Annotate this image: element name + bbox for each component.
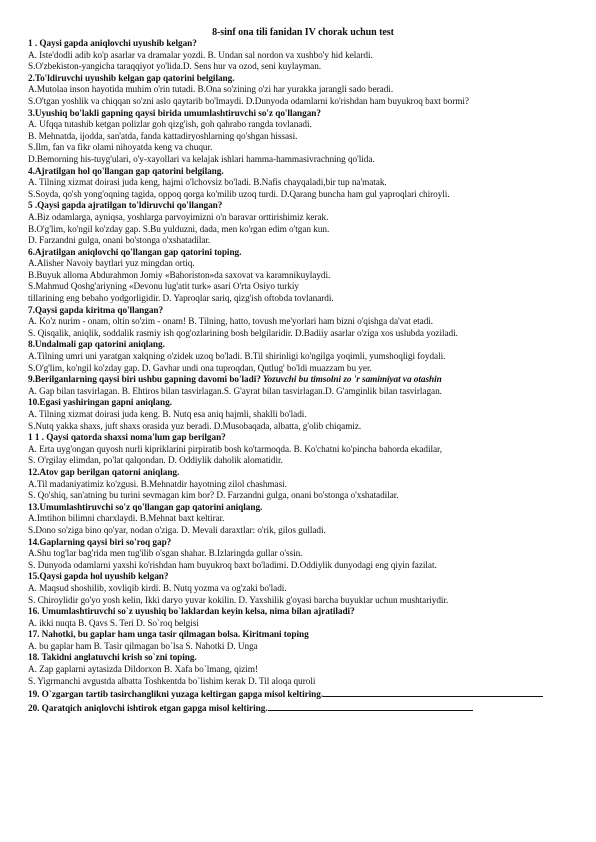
answer-line: S.Ilm, fan va fikr olami nihoyatda keng va chuqur.	[28, 143, 213, 154]
test-page	[28, 27, 578, 715]
answer-line: A. Zap gaplarni aytasizda Dildorxon B. Xafa bo`lmang, qizim!	[28, 665, 258, 676]
question-line: 12.Atov gap berilgan qatorni aniqlang.	[28, 467, 180, 478]
answer-line: S. Qisqalik, aniqlik, soddalik rasmiy ish qog'ozlarining bosh belgilaridir. D.Badiiy asarlar o'ziga xos uslubda yoziladi.	[28, 328, 458, 339]
answer-line: A. Erta uyg'ongan quyosh nurli kipriklarini pirpiratib bosh ko'tarmoqda. B. Ko'chatni ko'pincha bahorda ekadilar,	[28, 444, 442, 455]
answer-line: A. Maqsud shoshilib, xovliqib kirdi. B. Nutq yozma va og'zaki bo'ladi.	[28, 583, 287, 594]
answer-line: A.Tilning umri uni yaratgan xalqning o'zidek uzoq bo'ladi. B.Til shirinligi ko'ngilga yoqimli, yumshoqligi foydali.	[28, 352, 446, 363]
question-line: 4.Ajratilgan hol qo'llangan gap qatorini belgilang.	[28, 166, 224, 177]
question-line: 17. Nahotki, bu gaplar ham unga tasir qilmagan bolsa. Kiritmani toping	[28, 630, 309, 641]
answer-line: A.Shu tog'lar bag'rida men tug'ilib o'sgan shahar. B.Izlaringda gullar o'ssin.	[28, 549, 303, 560]
answer-line: A. Tilning xizmat doirasi juda keng, hajmi o'lchovsiz bo'ladi. B.Nafis chayqaladi,bir tup na'matak.	[28, 178, 387, 189]
answer-line: A. Tilning xizmat doirasi juda keng. B. Nutq esa aniq hajmli, shaklli bo'ladi.	[28, 410, 307, 420]
answer-blank[interactable]	[323, 688, 543, 697]
answer-line: D. Farzandni gulga, onani bo'stonga o'xshatadilar.	[28, 236, 211, 247]
answer-line: S.Mahmud Qoshg'ariyning «Devonu lug'atit turk» asari O'rta Osiyo turkiy	[28, 282, 299, 293]
question-line: 14.Gaplarning qaysi biri so'roq gap?	[28, 537, 172, 548]
question-text: 9.Berilganlarning qaysi biri ushbu gapning davomi bo'ladi?	[28, 375, 261, 386]
question-prompt-italic: Yozuvchi bu timsolni zo 'r samimiyat va otashin	[260, 375, 442, 386]
answer-line: S.Nutq yakka shaxs, juft shaxs orasida yuz beradi. D.Musobaqada, albatta, g'olib chiqamiz.	[28, 421, 362, 432]
answer-line: S. Qo'shiq, san'atning bu turini sevmagan kim bor? D. Farzandni gulga, onani bo'stonga o'xshatadilar.	[28, 491, 399, 502]
question-line: 7.Qaysi gapda kiritma qo'llangan?	[28, 305, 164, 316]
question-line: 8.Undalmali gap qatorini aniqlang.	[28, 340, 165, 351]
question-line	[28, 375, 578, 387]
question-text: 20. Qaratqich aniqlovchi ishtirok etgan gapga misol keltiring.	[28, 703, 268, 714]
answer-line: S.O'g'lim, ko'ngil ko'zday gap. D. Gavhar undi ona tuproqdan, Qutlug' bo'ldi muazzam bu yer.	[28, 363, 372, 374]
answer-line: B. Mehnatda, ijodda, san'atda, fanda kattadiryoshlarning qo'shgan hissasi.	[28, 131, 298, 142]
answer-line: A.Alisher Navoiy baytlari yuz mingdan ortiq.	[28, 259, 195, 270]
answer-line: S. Chiroylidir go'yo yosh kelin, Ikki daryo yuvar kokilin. D. Yaxshilik g'oyasi barcha buyuklar uchun mushtariydir.	[28, 595, 449, 606]
question-line: 1 1 . Qaysi qatorda shaxsi noma'lum gap berilgan?	[28, 433, 226, 444]
answer-line: A.Imtihon bilimni charxlaydi. B.Mehnat baxt keltirar.	[28, 514, 225, 525]
answer-line: A. ikki nuqta B. Qavs S. Teri D. So`roq belgisi	[28, 618, 199, 629]
answer-line: S. Yigrmanchi avgustda albatta Toshkentda bo`lishim kerak D. Til aloqa quroli	[28, 676, 316, 687]
answer-line: A. bu gaplar ham B. Tasir qilmagan bo`lsa S. Nahotki D. Unga	[28, 641, 258, 652]
question-line	[28, 702, 578, 716]
answer-line: B.O'g'lim, ko'ngil ko'zday gap. S.Bu yulduzni, dada, men ko'rgan edim o'tgan kun.	[28, 224, 330, 235]
answer-line: S.O'zbekiston-yangicha taraqqiyot yo'lida.D. Sens hur va ozod, seni kuylayman.	[28, 62, 322, 73]
answer-blank[interactable]	[268, 702, 473, 711]
answer-line: A. Ko'z nurim - onam, oltin so'zim - onam! B. Tilning, hatto, tovush me'yorlari ham bizni o'qishga da'vat etadi.	[28, 317, 434, 328]
question-line: 10.Egasi yashiringan gapni aniqlang.	[28, 398, 172, 409]
question-text: 19. O`zgargan tartib tasirchanglikni yuzaga keltirgan gapga misol keltiring.	[28, 690, 324, 701]
answer-line: S.Dono so'ziga bino qo'yar, nodan o'ziga. D. Mevali daraxtlar: o'rik, gilos gulladi.	[28, 525, 326, 536]
answer-line: tillarining eng bebaho yodgorligidir. D. Yaproqlar sariq, qizg'ish oftobda tovlanardi.	[28, 294, 334, 305]
answer-line: D.Bemorning his-tuyg'ulari, o'y-xayollari va kelajak ishlari hamma-hammasivrachning qo'lida.	[28, 154, 375, 165]
answer-line: S. Dunyoda odamlarni yaxshi ko'rishdan ham buyukroq baxt bo'ladimi. D.Oddiylik dunyodagi eng qiyin fazilat.	[28, 560, 437, 571]
answer-line: A. Iste'dodli adib ko'p asarlar va dramalar yozdi. B. Undan sal nordon va xushbo'y hid kelardi.	[28, 50, 373, 61]
answer-line: S.O'tgan yoshlik va chiqqan so'zni aslo qaytarib bo'lmaydi. D.Dunyoda odamlarni ko'rishdan ham buyukroq baxt bormi?	[28, 96, 469, 107]
question-line: 18. Takidni anglatuvchi krish so`zni toping.	[28, 653, 197, 664]
question-line: 6.Ajratilgan aniqlovchi qo'llangan gap qatorini toping.	[28, 247, 242, 258]
question-line: 5 .Qaysi gapda ajratilgan to'ldiruvchi qo'llangan?	[28, 201, 223, 212]
answer-line: S.Soyda, qo'sh yong'oqning tagida, oppoq qorga ko'milib uzoq turdi. D.Qarang buncha ham gul yaproqlari chiroyli.	[28, 189, 450, 200]
question-line: 1 . Qaysi gapda aniqlovchi uyushib kelgan?	[28, 39, 197, 49]
page-title: 8-sinf ona tili fanidan IV chorak uchun test	[212, 27, 394, 38]
answer-line: A. Gap bilan tasvirlagan. B. Ehtiros bilan tasvirlagan.S. G'ayrat bilan tasvirlagan.D. G'amginlik bilan tasvirlagan.	[28, 386, 442, 397]
answer-line: A.Mutolaa inson hayotida muhim o'rin tutadi. B.Ona so'zining o'zi har yurakka jarangli sado beradi.	[28, 85, 394, 96]
question-line: 2.To'ldiruvchi uyushib kelgan gap qatorini belgilang.	[28, 73, 235, 84]
question-line: 15.Qaysi gapda hol uyushib kelgan?	[28, 572, 169, 583]
answer-line: A. Ufqqa tutashib ketgan polizlar goh qizg'ish, goh qahrabo rangda tovlanadi.	[28, 120, 312, 131]
question-line	[28, 688, 578, 702]
question-list	[28, 39, 578, 715]
answer-line: S. O'rgilay elimdan, po'lat qalqondan. D. Oddiylik daholik alomatidir.	[28, 456, 283, 467]
question-line: 3.Uyushiq bo'lakli gapning qaysi birida umumlashtiruvchi so'z qo'llangan?	[28, 108, 321, 119]
answer-line: B.Buyuk alloma Abdurahmon Jomiy «Bahoriston»da saxovat va karamnikuylaydi.	[28, 270, 331, 281]
question-line: 13.Umumlashtiruvchi so'z qo'llangan gap qatorini aniqlang.	[28, 502, 263, 513]
answer-line: A.Til madaniyatimiz ko'zgusi. B.Mehnatdir hayotning zilol chashmasi.	[28, 479, 287, 490]
answer-line: A.Biz odamlarga, ayniqsa, yoshlarga parvoyimizni o'n baravar orttirishimiz kerak.	[28, 212, 329, 223]
question-line: 16. Umumlashtiruvchi so`z uyushiq bo`laklardan keyin kelsa, nima bilan ajratiladi?	[28, 607, 355, 618]
